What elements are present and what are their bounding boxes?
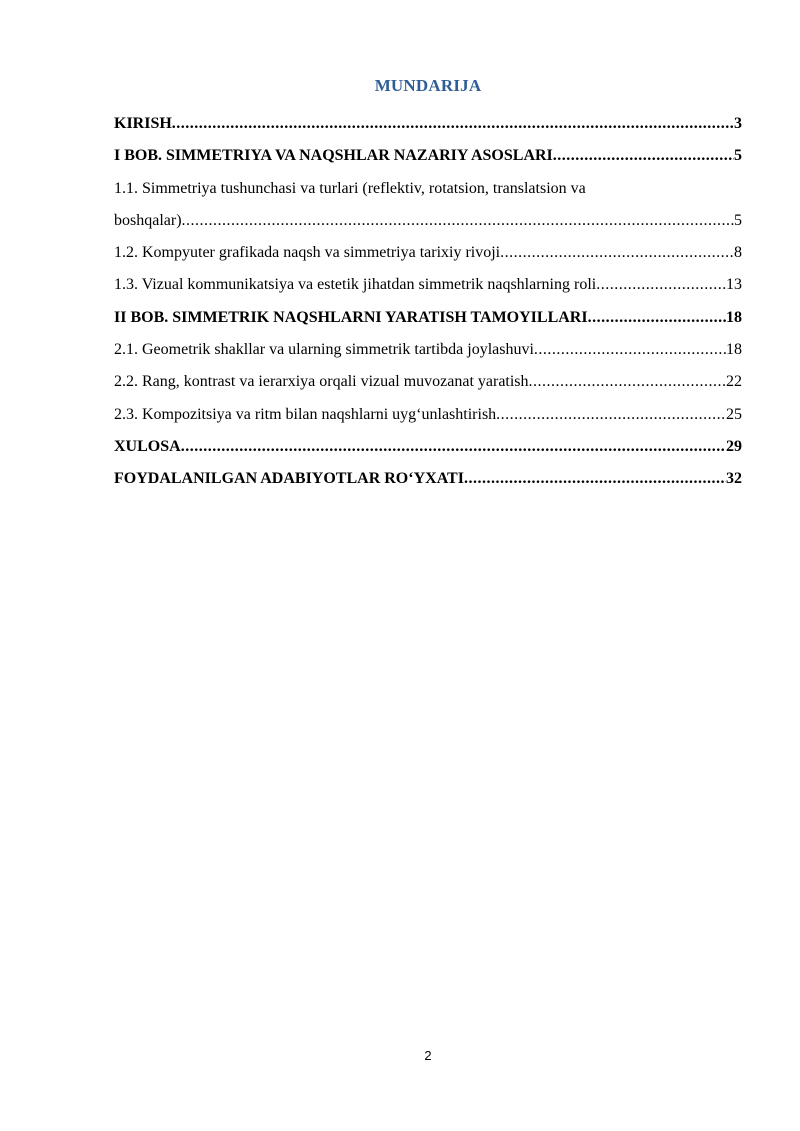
toc-title: MUNDARIJA xyxy=(374,76,482,95)
toc-leader-dots xyxy=(464,463,726,495)
toc-entry-label: XULOSA xyxy=(114,437,181,455)
toc-leader-dots xyxy=(172,108,734,140)
toc-entry-label: 2.3. Kompozitsiya va ritm bilan naqshlarni uyg‘unlashtirish xyxy=(114,405,497,423)
toc-entry-2-1[interactable] xyxy=(114,334,742,366)
toc-entry-page: 13 xyxy=(726,276,742,294)
toc-entry-label: KIRISH xyxy=(114,115,172,132)
toc-entry-chapter-1[interactable] xyxy=(114,140,742,172)
toc-entry-label: 1.2. Kompyuter grafikada naqsh va simmetriya tarixiy rivoji xyxy=(114,244,501,262)
toc-entry-2-3[interactable] xyxy=(114,399,742,431)
table-of-contents xyxy=(114,108,742,496)
toc-entry-page: 32 xyxy=(726,470,742,488)
toc-entry-page: 29 xyxy=(726,437,742,455)
toc-entry-1-1[interactable] xyxy=(114,205,742,237)
toc-entry-label-line1: 1.1. Simmetriya tushunchasi va turlari (reflektiv, rotatsion, translatsion va xyxy=(114,179,586,197)
toc-entry-page: 18 xyxy=(726,341,742,359)
toc-entry-label: 2.2. Rang, kontrast va ierarxiya orqali vizual muvozanat yaratish xyxy=(114,373,529,391)
toc-entry-page: 5 xyxy=(734,211,742,229)
toc-leader-dots xyxy=(596,269,726,301)
toc-leader-dots xyxy=(181,431,726,463)
toc-leader-dots xyxy=(182,205,734,237)
toc-entry-page: 8 xyxy=(734,244,742,262)
toc-entry-1-2[interactable] xyxy=(114,237,742,269)
toc-entry-page: 25 xyxy=(726,405,742,423)
toc-leader-dots xyxy=(496,399,726,431)
toc-entry-1-3[interactable] xyxy=(114,269,742,301)
toc-entry-label: II BOB. SIMMETRIK NAQSHLARNI YARATISH TAMOYILLARI xyxy=(114,308,588,326)
toc-entry-page: 5 xyxy=(734,147,742,165)
toc-entry-label: boshqalar) xyxy=(114,211,182,229)
toc-entry-page: 18 xyxy=(726,308,742,326)
toc-leader-dots xyxy=(534,334,726,366)
toc-entry-page: 22 xyxy=(726,373,742,391)
toc-entry-label: I BOB. SIMMETRIYA VA NAQSHLAR NAZARIY ASOSLARI xyxy=(114,147,553,165)
toc-entry-references[interactable] xyxy=(114,463,742,495)
toc-entry-label: 2.1. Geometrik shakllar va ularning simmetrik tartibda joylashuvi xyxy=(114,341,534,359)
toc-entry-label: 1.3. Vizual kommunikatsiya va estetik jihatdan simmetrik naqshlarning roli xyxy=(114,276,597,294)
toc-entry-kirish[interactable] xyxy=(114,108,742,140)
toc-leader-dots xyxy=(553,140,734,172)
toc-leader-dots xyxy=(500,237,734,269)
toc-leader-dots xyxy=(529,366,726,398)
toc-entry-1-1-line1[interactable] xyxy=(114,173,742,205)
toc-entry-label: FOYDALANILGAN ADABIYOTLAR RO‘YXATI xyxy=(114,470,464,488)
toc-entry-xulosa[interactable] xyxy=(114,431,742,463)
toc-leader-dots xyxy=(588,302,726,334)
toc-entry-2-2[interactable] xyxy=(114,366,742,398)
toc-entry-page: 3 xyxy=(734,115,742,132)
toc-entry-chapter-2[interactable] xyxy=(114,302,742,334)
page-number: 2 xyxy=(424,1048,432,1063)
